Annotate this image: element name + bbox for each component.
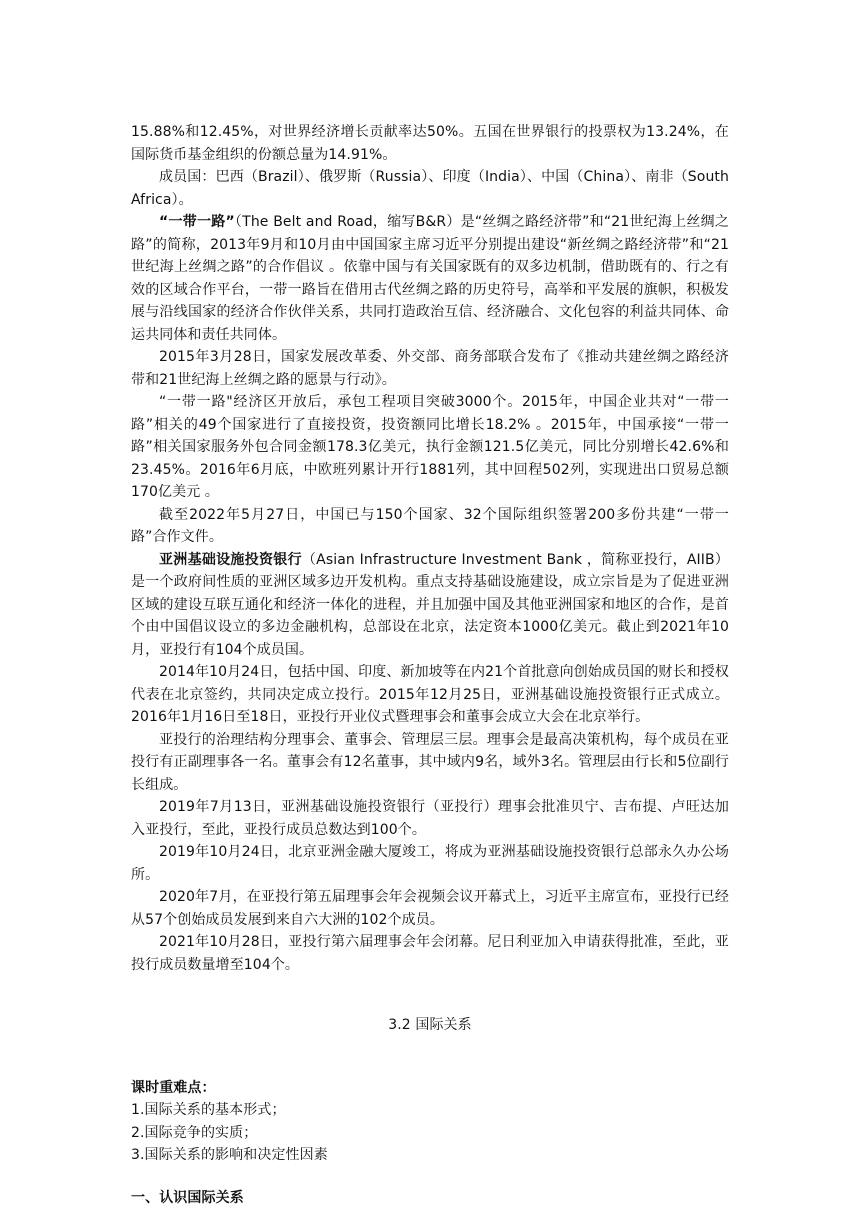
- key-point-item: 3.国际关系的影响和决定性因素: [131, 1147, 328, 1163]
- paragraph-belt-and-road: [131, 211, 729, 346]
- heading-understanding-ir: 一、认识国际关系: [131, 1189, 244, 1206]
- term-aiib: 亚洲基础设施投资银行: [159, 551, 302, 568]
- paragraph-aiib-founding: 2014年10月24日，包括中国、印度、新加坡等在内21个首批意向创始成员国的财长和授权代表在北京签约，共同决定成立投行。2015年12月25日，亚洲基础设施投资银行正式成立。2016年1月16日至18日，亚投行开业仪式暨理事会和董事会成立大会在北京举行。: [131, 664, 729, 725]
- section-title: 3.2 国际关系: [388, 1017, 472, 1033]
- document-body: [131, 121, 729, 1209]
- key-point-item: 2.国际竞争的实质；: [131, 1124, 258, 1141]
- paragraph-aiib-governance: 亚投行的治理结构分理事会、董事会、管理层三层。理事会是最高决策机构，每个成员在亚投行有正副理事各一名。董事会有12名董事，其中域内9名，域外3名。管理层由行长和5位副行长组成。: [131, 731, 729, 793]
- paragraph-brics-stats: 15.88%和12.45%，对世界经济增长贡献率达50%。五国在世界银行的投票权为13.24%，在国际货币基金组织的份额总量为14.91%。: [131, 124, 729, 163]
- paragraph-cooperation-docs: 截至2022年5月27日，中国已与150个国家、32个国际组织签署200多份共建“一带一路”合作文件。: [131, 506, 729, 545]
- paragraph-aiib-2020: 2020年7月，在亚投行第五届理事会年会视频会议开幕式上，习近平主席宣布，亚投行已经从57个创始成员发展到来自六大洲的102个成员。: [131, 889, 729, 928]
- paragraph-vision-action: 2015年3月28日，国家发展改革委、外交部、商务部联合发布了《推动共建丝绸之路经济带和21世纪海上丝绸之路的愿景与行动》。: [131, 349, 729, 388]
- paragraph-belt-and-road-text: （The Belt and Road，缩写B&R）是“丝绸之路经济带”和“21世纪海上丝绸之路”的简称，2013年9月和10月由中国国家主席习近平分别提出建设“新丝绸之路经济带”和“21世纪海上丝绸之路”的合作倡议 。依靠中国与有关国家既有的双多边机制，借助既有的、行之有效的区域合作平台，一带一路旨在借用古代丝绸之路的历史符号，高举和平发展的旗帜，积极发展与沿线国家的经济合作伙伴关系，共同打造政治互信、经济融合、文化包容的利益共同体、命运共同体和责任共同体。: [131, 214, 729, 343]
- key-point-item: 1.国际关系的基本形式；: [131, 1102, 286, 1118]
- paragraph-aiib-2019-members: 2019年7月13日，亚洲基础设施投资银行（亚投行）理事会批准贝宁、吉布提、卢旺达加入亚投行，至此，亚投行成员总数达到100个。: [131, 799, 729, 838]
- paragraph-aiib: [131, 549, 729, 662]
- key-points-label: 课时重难点：: [131, 1079, 216, 1096]
- paragraph-aiib-text: （Asian Infrastructure Investment Bank ，简称亚投行，AIIB）是一个政府间性质的亚洲区域多边开发机构。重点支持基础设施建设，成立宗旨是为了促进亚洲区域的建设互联互通化和经济一体化的进程，并且加强中国及其他亚洲国家和地区的合作，是首个由中国倡议设立的多边金融机构，总部设在北京，法定资本1000亿美元。截止到2021年10月，亚投行有104个成员国。: [131, 551, 730, 658]
- paragraph-investment: “一带一路"经济区开放后，承包工程项目突破3000个。2015年，中国企业共对“一带一路”相关的49个国家进行了直接投资，投资额同比增长18.2% 。2015年，中国承接“一带一路”相关国家服务外包合同金额178.3亿美元，执行金额121.5亿美元，同比分别增长42.6%和23.45%。2016年6月底，中欧班列累计开行1881列，其中回程502列，实现进出口贸易总额170亿美元 。: [131, 394, 729, 500]
- paragraph-aiib-2021: 2021年10月28日，亚投行第六届理事会年会闭幕。尼日利亚加入申请获得批准，至此，亚投行成员数量增至104个。: [131, 934, 729, 973]
- paragraph-aiib-headquarters: 2019年10月24日，北京亚洲金融大厦竣工，将成为亚洲基础设施投资银行总部永久办公场所。: [131, 844, 729, 883]
- term-belt-and-road: “一带一路”: [159, 214, 235, 230]
- paragraph-brics-members: 成员国：巴西（Brazil）、俄罗斯（Russia）、印度（India）、中国（China）、南非（South Africa）。: [131, 169, 729, 208]
